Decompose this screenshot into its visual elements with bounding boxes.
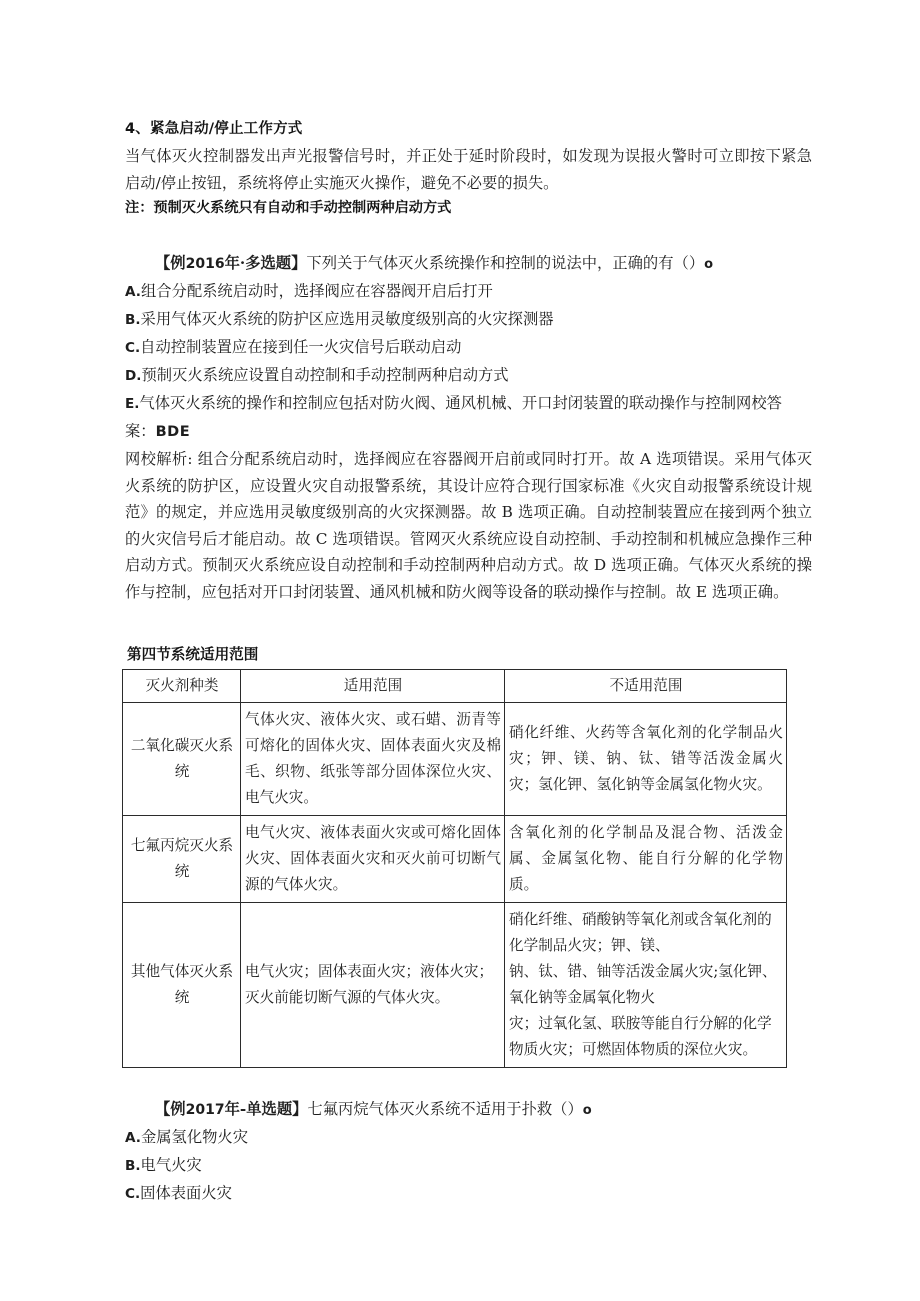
scope-table [122, 669, 787, 1068]
analysis-label: 网校解析: [125, 450, 193, 468]
analysis-text: 组合分配系统启动时，选择阀应在容器阀开启前或同时打开。故 A 选项错误。采用气体灭火系统的防护区，应设置火灾自动报警系统，其设计应符合现行国家标准《火灾自动报警系统设计规范》的规定，并应选用灵敏度级别高的火灾探测器。故 B 选项正确。自动控制装置应在接到两个独立的火灾信号后才能启动。故 C 选项错误。管网灭火系统应设自动控制、手动控制和机械应急操作三种启动方式。预制灭火系统应设自动控制和手动控制两种启动方式。故 D 选项正确。气体灭火系统的操作与控制，应包括对开口封闭装置、通风机械和防火阀等设备的联动操作与控制。故 E 选项正确。 [125, 450, 812, 601]
section-4-heading: 4、紧急启动/停止工作方式 [125, 121, 303, 137]
cell-unfit-line: 灾；过氧化氢、联胺等能自行分解的化学 [509, 1015, 772, 1032]
table-header-unfit: 不适用范围 [505, 670, 787, 703]
question-2016-answer [125, 418, 812, 446]
table-row [123, 903, 787, 1068]
option-letter: B. [125, 312, 141, 328]
spacer [125, 220, 812, 250]
cell-unfit-line: 氧化钠等金属氧化物火 [509, 989, 655, 1006]
question-2017-stem-text: 七氟丙烷气体灭火系统不适用于扑救（） [307, 1100, 583, 1118]
cell-kind: 二氧化碳灭火系统 [123, 703, 241, 816]
option-text: 自动控制装置应在接到任一火灾信号后联动启动 [140, 338, 462, 356]
cell-unfit: 含氧化剂的化学制品及混合物、活泼金属、金属氢化物、能自行分解的化学物质。 [505, 816, 787, 903]
question-2016-tag-close: 年·多选题】 [224, 254, 307, 272]
cell-kind: 七氟丙烷灭火系统 [123, 816, 241, 903]
option-text: 金属氢化物火灾 [140, 1128, 249, 1146]
cell-unfit-line: 钠、钛、错、铀等活泼金属火灾;氢化钾、 [509, 963, 777, 980]
cell-unfit: 硝化纤维、火药等含氧化剂的化学制品火灾；钾、镁、钠、钛、错等活泼金属火灾；氢化钾、氢化钠等金属氢化物火灾。 [505, 703, 787, 816]
table-row [123, 703, 787, 816]
option-letter: C. [125, 340, 141, 356]
table-header-fit: 适用范围 [241, 670, 505, 703]
table-row [123, 816, 787, 903]
question-2016-option-c [125, 334, 812, 362]
question-2017-option-c [125, 1180, 812, 1208]
spacer [125, 605, 812, 635]
section-4-paragraph: 当气体灭火控制器发出声光报警信号时，并正处于延时阶段时，如发现为误报火警时可立即按下紧急启动/停止按钮，系统将停止实施灭火操作，避免不必要的损失。 [125, 147, 812, 192]
option-text: 组合分配系统启动时，选择阀应在容器阀开启后打开 [140, 282, 493, 300]
option-text: 预制灭火系统应设置自动控制和手动控制两种启动方式 [141, 366, 509, 384]
question-2016-stem-tail: o [704, 257, 714, 272]
question-2017-option-b [125, 1152, 812, 1180]
cell-unfit-line: 硝化纤维、硝酸钠等氧化剂或含氧化剂的 [509, 911, 772, 928]
question-2017-stem-tail: o [582, 1103, 592, 1118]
cell-kind: 其他气体灭火系统 [123, 903, 241, 1068]
answer-value: BDE [155, 424, 191, 440]
table-header-row [123, 670, 787, 703]
option-letter: C. [125, 1186, 141, 1202]
question-2016 [125, 250, 812, 605]
option-text: 采用气体灭火系统的防护区应选用灵敏度级别高的火灾探测器 [140, 310, 554, 328]
question-2016-tag-open: 【例 [155, 254, 186, 272]
question-2016-option-d [125, 362, 812, 390]
option-letter: E. [125, 396, 140, 412]
question-2016-option-e [125, 390, 812, 418]
question-2017-year: 2017 [185, 1102, 225, 1118]
cell-fit: 气体火灾、液体火灾、或石蜡、沥青等可熔化的固体火灾、固体表面火灾及棉毛、织物、纸张等部分固体深位火灾、电气火灾。 [241, 703, 505, 816]
section-title-scope: 第四节系统适用范围 [127, 646, 259, 663]
question-2016-stem [125, 250, 812, 278]
table-header-kind: 灭火剂种类 [123, 670, 241, 703]
cell-fit: 电气火灾；固体表面火灾；液体火灾；灭火前能切断气源的气体火灾。 [241, 903, 505, 1068]
question-2016-option-a [125, 278, 812, 306]
option-letter: A. [125, 284, 141, 300]
question-2017 [125, 1096, 812, 1208]
option-text: 电气火灾 [140, 1156, 202, 1174]
question-2016-year: 2016 [185, 256, 225, 272]
spacer [125, 635, 812, 645]
question-2016-analysis [125, 446, 812, 605]
cell-unfit [505, 903, 787, 1068]
question-2016-stem-text: 下列关于气体灭火系统操作和控制的说法中，正确的有（） [306, 254, 705, 272]
option-letter: B. [125, 1158, 141, 1174]
option-text: 气体灭火系统的操作和控制应包括对防火阀、通风机械、开口封闭装置的联动操作与控制网校答 [139, 394, 782, 412]
question-2016-option-b [125, 306, 812, 334]
section-4-note: 注：预制灭火系统只有自动和手动控制两种启动方式 [125, 200, 452, 216]
cell-unfit-line: 物质火灾；可燃固体物质的深位火灾。 [509, 1041, 758, 1058]
question-2017-tag-open: 【例 [155, 1100, 186, 1118]
question-2017-option-a [125, 1124, 812, 1152]
cell-fit: 电气火灾、液体表面火灾或可熔化固体火灾、固体表面火灾和灭火前可切断气源的气体火灾。 [241, 816, 505, 903]
question-2017-stem [125, 1096, 812, 1124]
cell-unfit-line: 化学制品火灾；钾、镁、 [509, 937, 670, 954]
answer-label: 案： [125, 422, 156, 440]
option-letter: D. [125, 368, 142, 384]
question-2017-tag-close: 年-单选题】 [224, 1100, 308, 1118]
option-text: 固体表面火灾 [140, 1184, 232, 1202]
option-letter: A. [125, 1130, 141, 1146]
